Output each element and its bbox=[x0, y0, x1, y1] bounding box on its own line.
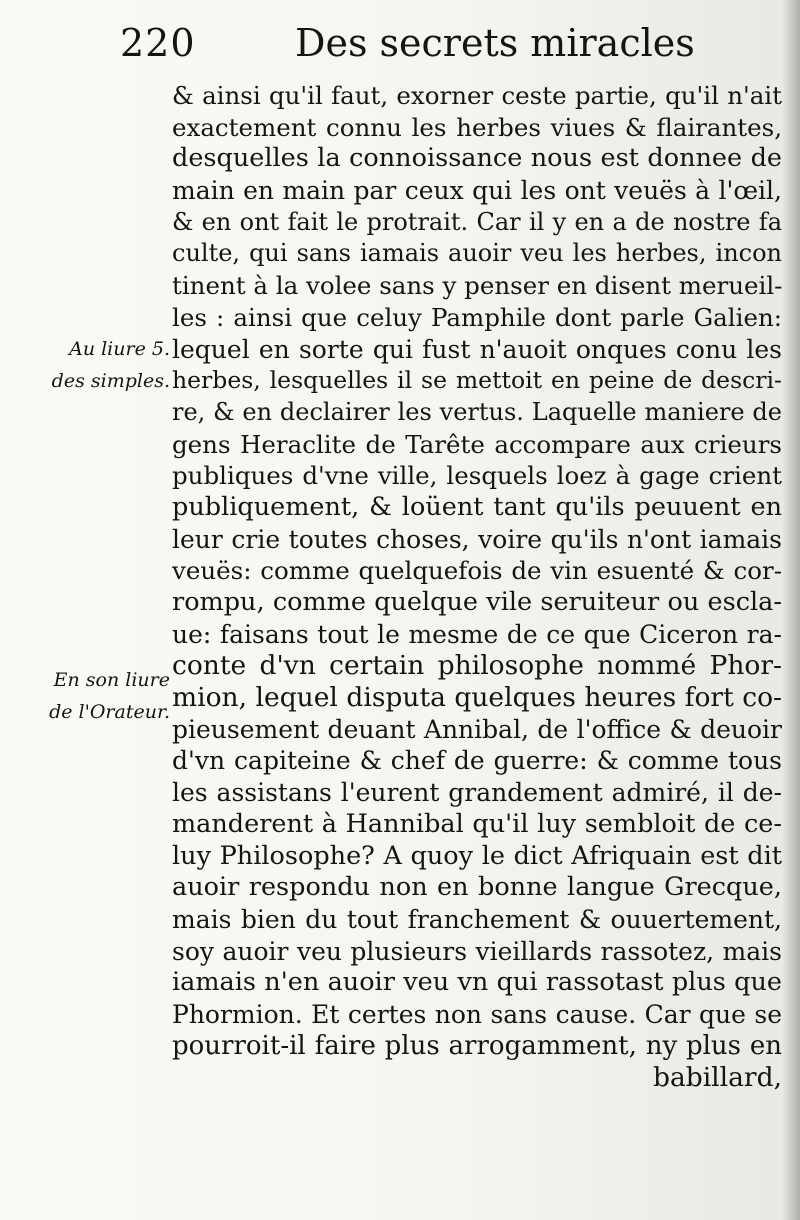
text-line: publiquement, & loüent tant qu'ils peuuent en bbox=[172, 491, 782, 522]
margin-note-line: des simples. bbox=[51, 369, 170, 392]
text-line: & en ont fait le protrait. Car il y en a de nostre fa bbox=[172, 207, 782, 236]
text-line: leur crie toutes choses, voire qu'ils n'ont iamais bbox=[172, 524, 782, 554]
body-text bbox=[172, 80, 782, 1094]
text-line: tinent à la volee sans y penser en disent merueil- bbox=[172, 271, 783, 301]
margin-note-line: Au liure 5. bbox=[69, 338, 170, 360]
text-line: exactement connu les herbes viues & flairantes, bbox=[172, 112, 782, 142]
text-line: main en main par ceux qui les ont veuës à l'œil, bbox=[172, 176, 782, 206]
text-line: gens Heraclite de Tarête accompare aux crieurs bbox=[172, 429, 782, 459]
text-line: desquelles la connoissance nous est donnee de bbox=[172, 143, 782, 174]
text-line: manderent à Hannibal qu'il luy sembloit de ce- bbox=[172, 808, 782, 839]
text-line: conte d'vn certain philosophe nommé Phor- bbox=[172, 650, 782, 682]
text-line: & ainsi qu'il faut, exorner ceste partie, qu'il n'ait bbox=[172, 81, 782, 110]
page-number: 220 bbox=[120, 21, 196, 65]
margin-note-1 bbox=[20, 334, 170, 397]
text-line: rompu, comme quelque vile seruiteur ou escla- bbox=[172, 587, 782, 617]
text-line: culte, qui sans iamais auoir veu les herbes, incon bbox=[172, 239, 782, 268]
text-line: pourroit-il faire plus arrogamment, ny plus en bbox=[172, 1030, 782, 1061]
text-line: mais bien du tout franchement & ouuertement, bbox=[172, 904, 782, 934]
text-line: veuës: comme quelquefois de vin esuenté & cor- bbox=[172, 556, 782, 586]
catchword-line: babillard, bbox=[652, 1062, 782, 1094]
text-line: d'vn capiteine & chef de guerre: & comme tous bbox=[172, 746, 782, 776]
margin-note-line: de l'Orateur. bbox=[49, 700, 170, 723]
text-line: soy auoir veu plusieurs vieillards rassotez, mais bbox=[172, 936, 782, 966]
text-line: iamais n'en auoir veu vn qui rassotast plus que bbox=[172, 967, 782, 998]
text-line: lequel en sorte qui fust n'auoit onques conu les bbox=[172, 334, 782, 364]
text-line: les : ainsi que celuy Pamphile dont parle Galien: bbox=[172, 302, 782, 332]
text-line: mion, lequel disputa quelques heures fort co- bbox=[172, 682, 782, 714]
running-title: Des secrets miracles bbox=[295, 21, 695, 65]
text-line: publiques d'vne ville, lesquels loez à gage crient bbox=[172, 461, 782, 491]
text-line: luy Philosophe? A quoy le dict Afriquain est dit bbox=[172, 840, 782, 871]
text-line: auoir respondu non en bonne langue Grecque, bbox=[172, 872, 782, 903]
margin-note-2 bbox=[20, 665, 170, 728]
text-line: ue: faisans tout le mesme de ce que Ciceron ra- bbox=[172, 619, 782, 649]
text-line: les assistans l'eurent grandement admiré, il de- bbox=[172, 778, 782, 808]
running-head bbox=[100, 18, 780, 68]
text-line: pieusement deuant Annibal, de l'office & deuoir bbox=[172, 714, 782, 744]
text-line: re, & en declairer les vertus. Laquelle maniere de bbox=[172, 397, 782, 426]
text-line: Phormion. Et certes non sans cause. Car que se bbox=[172, 999, 782, 1029]
margin-note-line: En son liure bbox=[53, 669, 170, 691]
text-line: herbes, lesquelles il se mettoit en peine de descri- bbox=[172, 366, 782, 395]
